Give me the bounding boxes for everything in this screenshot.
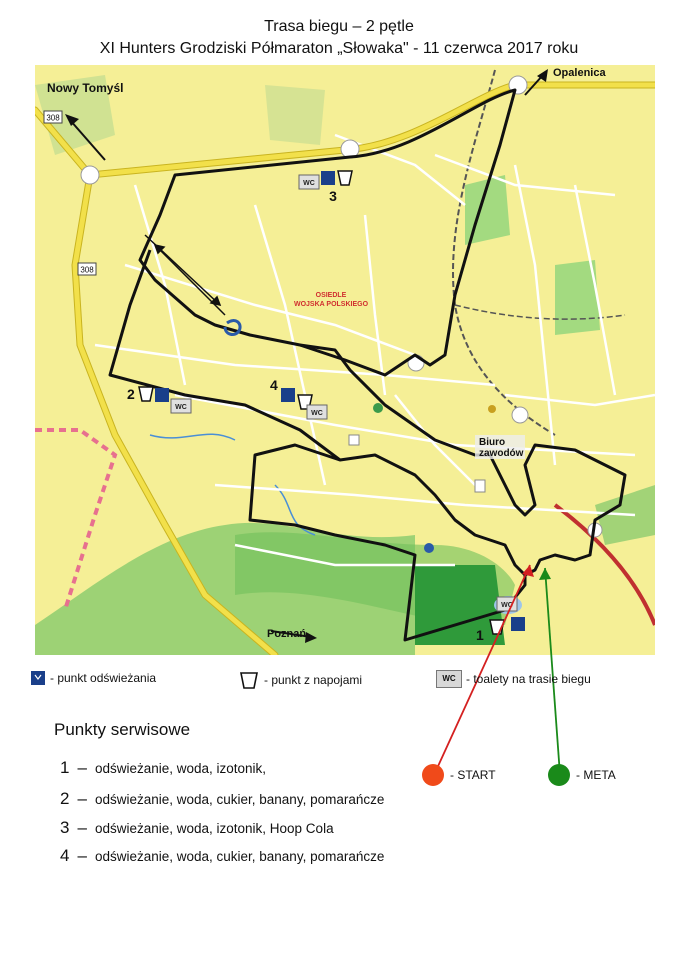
district-label: WOJSKA POLSKIEGO (293, 301, 369, 308)
start-label: - START (450, 768, 496, 782)
legend-toilets-label: - toalety na trasie biegu (466, 672, 591, 686)
service-point-row: 4 – odświeżanie, woda, cukier, banany, pomarańcze (60, 846, 385, 865)
service-point-row: 1 – odświeżanie, woda, izotonik, (60, 758, 267, 777)
label-opalenica: Opalenica (553, 67, 606, 79)
label-poznan: Poznań (267, 628, 307, 640)
wc-icon: WC (436, 670, 462, 688)
svg-text:308: 308 (46, 113, 60, 123)
drinks-cup-icon (238, 670, 260, 690)
green-area (265, 85, 325, 145)
svg-text:4: 4 (270, 377, 278, 393)
svg-text:WC: WC (311, 410, 323, 417)
service-point-row: 2 – odświeżanie, woda, cukier, banany, pomarańcze (60, 789, 385, 808)
start-dot-icon (422, 764, 444, 786)
svg-text:1: 1 (476, 627, 484, 643)
office-label: Biuro (479, 437, 506, 448)
meta-marker (548, 764, 616, 786)
meta-dot-icon (548, 764, 570, 786)
legend-drinks-label: - punkt z napojami (264, 673, 363, 687)
route-map (35, 65, 655, 655)
service-point-row: 3 – odświeżanie, woda, izotonik, Hoop Cola (60, 818, 334, 837)
title-line-2: XI Hunters Grodziski Półmaraton „Słowaka" - 11 czerwca 2017 roku (99, 40, 579, 57)
legend-refresh-label: - punkt odświeżania (50, 671, 157, 685)
district-label: OSIEDLE (315, 292, 347, 299)
svg-text:2: 2 (127, 386, 135, 402)
legend-toilets (436, 670, 591, 688)
service-points-heading: Punkty serwisowe (54, 720, 191, 739)
road-number-plate (44, 111, 62, 123)
start-marker (422, 764, 496, 786)
label-nowy-tomysl: Nowy Tomyśl (47, 81, 124, 95)
legend-refresh (30, 670, 156, 686)
title-line-1: Trasa biegu – 2 pętle (264, 18, 414, 35)
office-label: zawodów (479, 448, 524, 459)
meta-label: - META (576, 768, 616, 782)
svg-text:WC: WC (501, 602, 513, 609)
refresh-point-icon (30, 670, 46, 686)
road-number-plate (78, 263, 96, 275)
svg-text:WC: WC (303, 180, 315, 187)
svg-text:WC: WC (175, 404, 187, 411)
svg-text:3: 3 (329, 188, 337, 204)
legend-drinks (238, 670, 362, 690)
svg-text:308: 308 (80, 265, 94, 275)
